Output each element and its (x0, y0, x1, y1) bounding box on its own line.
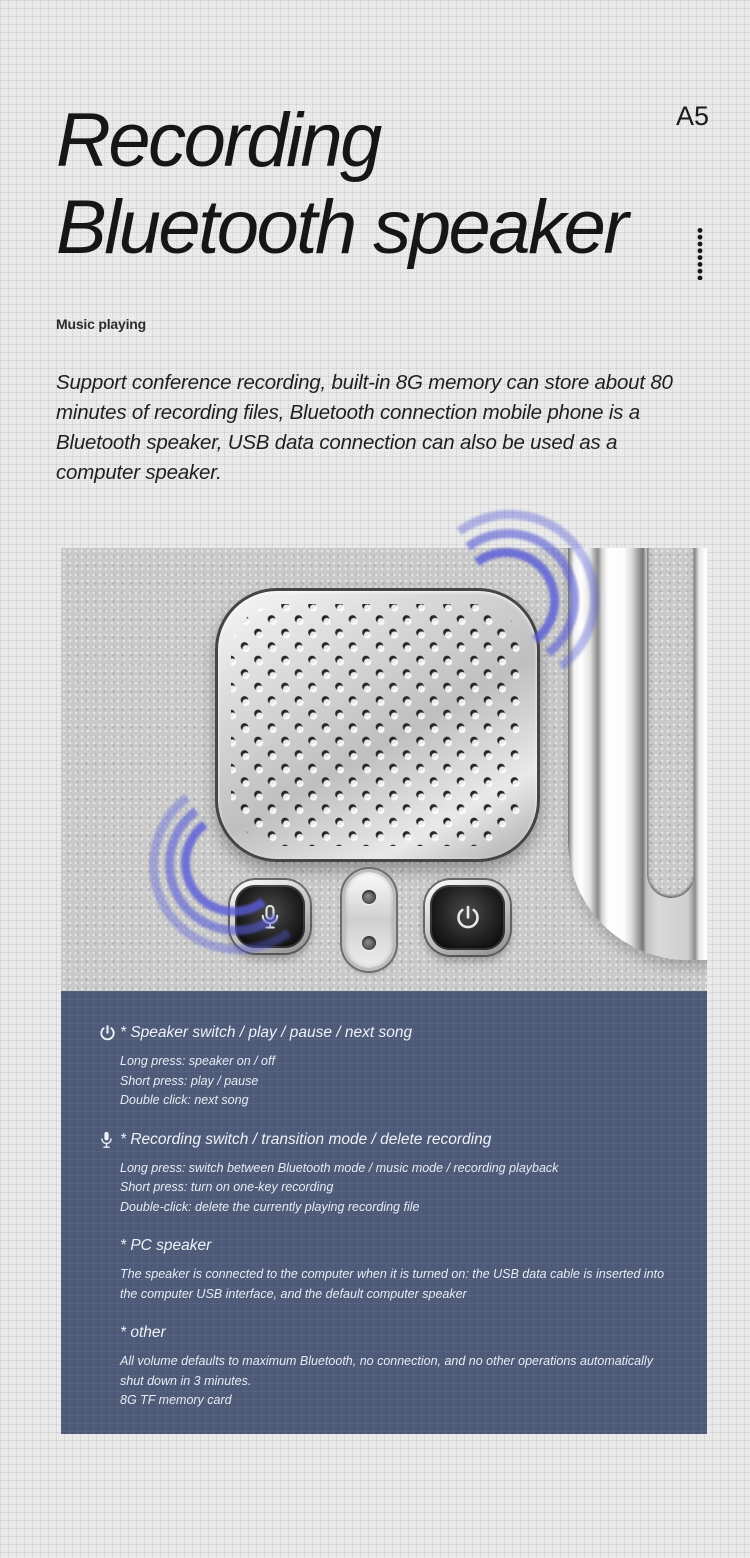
feature-heading-row (98, 1234, 679, 1258)
feature-heading-row (98, 1128, 679, 1152)
feature-title: * Speaker switch / play / pause / next song (120, 1024, 413, 1041)
features-panel (61, 991, 707, 1434)
feature-title: * PC speaker (120, 1237, 212, 1254)
feature-heading-row (98, 1021, 679, 1045)
feature-line: All volume defaults to maximum Bluetooth, no connection, and no other operations automatically shut down in 3 minutes. (120, 1354, 653, 1388)
feature-heading-row (98, 1321, 679, 1345)
feature-line: 8G TF memory card (120, 1393, 232, 1407)
section-label: Music playing (56, 316, 146, 332)
feature-section-recording-switch (98, 1128, 679, 1218)
feature-details (120, 1159, 680, 1218)
feature-line: The speaker is connected to the computer when it is turned on: the USB data cable is inserted into the computer USB interface, and the default computer speaker (120, 1267, 665, 1301)
feature-section-speaker-switch (98, 1021, 679, 1111)
feature-section-other (98, 1321, 679, 1411)
feature-line: Short press: turn on one-key recording (120, 1180, 334, 1194)
feature-line: Long press: switch between Bluetooth mode / music mode / recording playback (120, 1160, 559, 1175)
feature-line: Double click: next song (120, 1093, 249, 1107)
mic-icon (98, 1130, 120, 1150)
dotted-accent (697, 227, 703, 280)
feature-details (120, 1052, 680, 1111)
feature-title: * other (120, 1324, 166, 1341)
feature-details (120, 1265, 680, 1304)
title-line-1: Recording (56, 98, 380, 183)
page-title (56, 97, 626, 271)
feature-line: Double-click: delete the currently playing recording file (120, 1199, 420, 1214)
feature-section-pc-speaker (98, 1234, 679, 1304)
feature-title: * Recording switch / transition mode / delete recording (120, 1130, 492, 1148)
product-description: Support conference recording, built-in 8G memory can store about 80 minutes of recording files, Bluetooth connection mobile phone is a Bluetooth speaker, USB data connection can also be used as a computer speaker. (56, 371, 673, 484)
sound-waves (61, 548, 707, 991)
feature-line: Long press: speaker on / off (120, 1054, 275, 1068)
feature-details (120, 1352, 680, 1411)
power-icon (98, 1024, 120, 1043)
title-line-2: Bluetooth speaker (56, 185, 627, 270)
model-badge: A5 (676, 101, 710, 131)
feature-line: Short press: play / pause (120, 1073, 259, 1088)
